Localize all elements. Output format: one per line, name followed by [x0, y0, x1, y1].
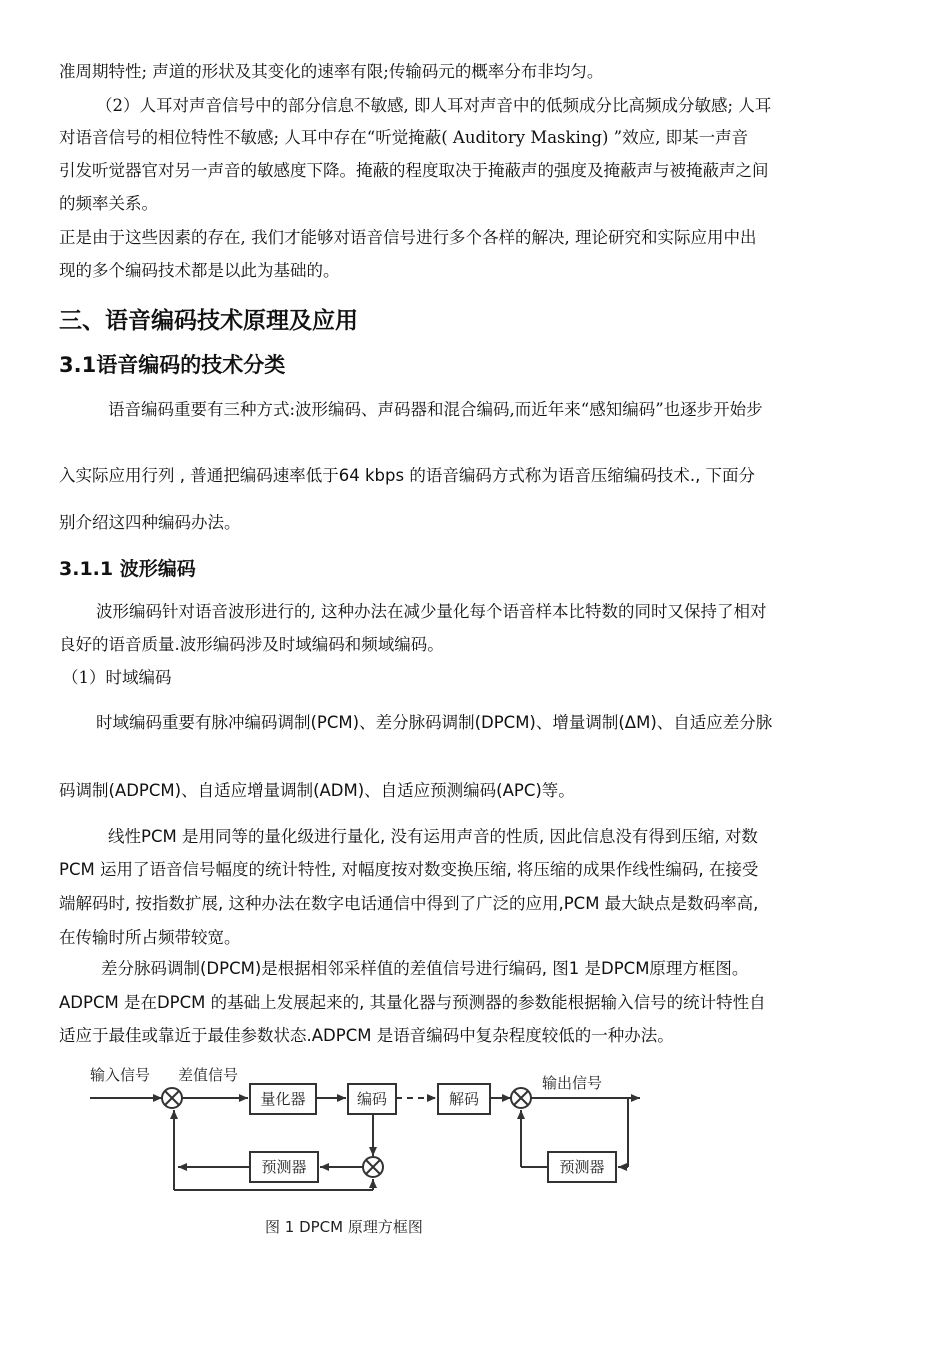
section-heading: 三、语音编码技术原理及应用 [59, 308, 358, 334]
input-signal-label: 输入信号 [90, 1066, 151, 1084]
dpcm-block-diagram [80, 1060, 660, 1250]
paragraph-line: （1）时域编码 [62, 668, 172, 687]
paragraph-line: 适应于最佳或靠近于最佳参数状态.ADPCM 是语音编码中复杂程度较低的一种办法。 [59, 1026, 674, 1045]
subsubsection-heading: 3.1.1 波形编码 [59, 558, 196, 580]
paragraph-line: 正是由于这些因素的存在, 我们才能够对语音信号进行多个各样的解决, 理论研究和实际应用中出 [59, 228, 757, 247]
paragraph-line: ADPCM 是在DPCM 的基础上发展起来的, 其量化器与预测器的参数能根据输入信号的统计特性自 [59, 993, 766, 1012]
difference-signal-label: 差值信号 [178, 1066, 239, 1084]
output-signal-label: 输出信号 [542, 1074, 603, 1092]
paragraph-line: PCM 运用了语音信号幅度的统计特性, 对幅度按对数变换压缩, 将压缩的成果作线性编码, 在接受 [59, 860, 759, 879]
predictor-label-rx: 预测器 [559, 1158, 605, 1176]
paragraph-line: 准周期特性; 声道的形状及其变化的速率有限;传输码元的概率分布非均匀。 [59, 62, 604, 81]
quantizer-label: 量化器 [260, 1090, 306, 1108]
paragraph-line: 别介绍这四种编码办法。 [59, 513, 241, 532]
decoder-label: 解码 [448, 1090, 480, 1108]
paragraph-line: 波形编码针对语音波形进行的, 这种办法在减少量化每个语音样本比特数的同时又保持了相对 [96, 602, 767, 621]
paragraph-line: 线性PCM 是用同等的量化级进行量化, 没有运用声音的性质, 因此信息没有得到压缩, 对数 [108, 827, 758, 846]
paragraph-line: 在传输时所占频带较宽。 [59, 928, 241, 947]
paragraph-line: 差分脉码调制(DPCM)是根据相邻采样值的差值信号进行编码, 图1 是DPCM原理方框图。 [101, 959, 749, 978]
paragraph-line: 入实际应用行列 , 普通把编码速率低于64 kbps 的语音编码方式称为语音压缩编码技术., 下面分 [59, 466, 756, 485]
paragraph-line: 语音编码重要有三种方式:波形编码、声码器和混合编码,而近年来“感知编码”也逐步开始步 [108, 400, 763, 419]
paragraph-line: 时域编码重要有脉冲编码调制(PCM)、差分脉码调制(DPCM)、增量调制(ΔM)、自适应差分脉 [96, 713, 773, 732]
paragraph-line: 现的多个编码技术都是以此为基础的。 [59, 261, 340, 280]
paragraph-line: 引发听觉器官对另一声音的敏感度下降。掩蔽的程度取决于掩蔽声的强度及掩蔽声与被掩蔽声之间 [59, 161, 769, 180]
paragraph-line: 码调制(ADPCM)、自适应增量调制(ADM)、自适应预测编码(APC)等。 [59, 781, 575, 800]
paragraph-line: 的频率关系。 [59, 194, 158, 213]
paragraph-line: 良好的语音质量.波形编码涉及时域编码和频域编码。 [59, 635, 444, 654]
figure-caption: 图 1 DPCM 原理方框图 [265, 1218, 423, 1236]
paragraph-line: 对语音信号的相位特性不敏感; 人耳中存在“听觉掩蔽( Auditory Masking) ”效应, 即某一声音 [59, 128, 749, 147]
paragraph-line: 端解码时, 按指数扩展, 这种办法在数字电话通信中得到了广泛的应用,PCM 最大缺点是数码率高, [59, 894, 759, 913]
encoder-label: 编码 [356, 1090, 388, 1108]
paragraph-line: （2）人耳对声音信号中的部分信息不敏感, 即人耳对声音中的低频成分比高频成分敏感; 人耳 [96, 96, 772, 115]
predictor-label-tx: 预测器 [261, 1158, 307, 1176]
subsection-heading: 3.1语音编码的技术分类 [59, 353, 286, 377]
